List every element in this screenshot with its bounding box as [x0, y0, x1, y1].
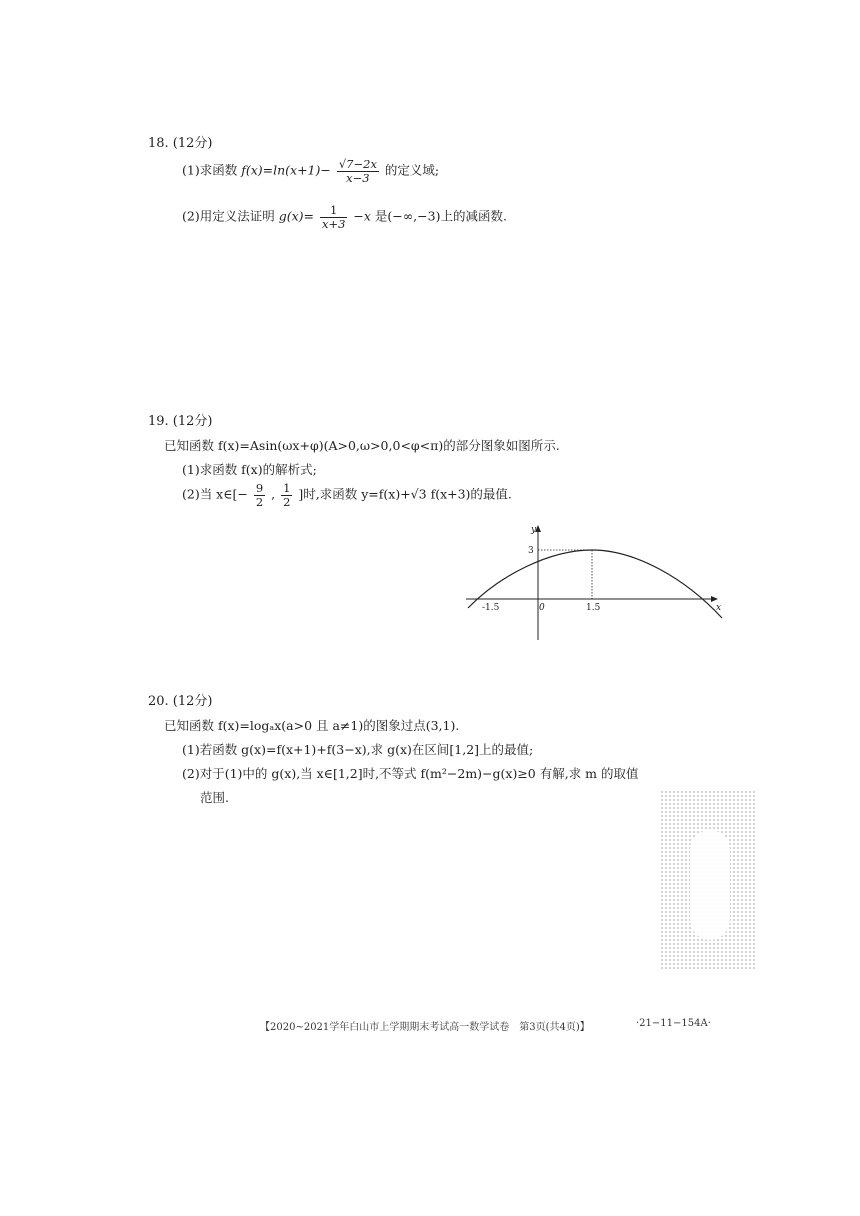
q19-part2-num2: 1 [283, 481, 291, 495]
q18-heading: 18. (12分) [148, 136, 213, 151]
q18-part2-minus-x: −x [353, 208, 371, 224]
q18-part1-lead: (1)求函数 [182, 162, 238, 178]
q18-part1 [182, 158, 439, 184]
q20-intro: 已知函数 f(x)=logₐx(a>0 且 a≠1)的图象过点(3,1). [164, 718, 460, 733]
q19-part2-fraction2 [281, 482, 292, 508]
q18-part2-tail: 是(−∞,−3)上的减函数. [374, 208, 507, 224]
q19-part2-fraction1 [254, 482, 265, 508]
q19-part2-den1: 2 [255, 494, 264, 509]
q18-part1-fraction [337, 158, 379, 184]
q19-part2-den2: 2 [283, 494, 291, 509]
q19-part2-tail: ]时,求函数 y=f(x)+√3 f(x+3)的最值. [298, 486, 512, 502]
q20-part2-continued: 范围. [200, 790, 229, 805]
q18-part1-numerator: √7−2x [338, 157, 377, 171]
q18-part2-fraction [320, 204, 347, 230]
q20-part1: (1)若函数 g(x)=f(x+1)+f(3−x),求 g(x)在区间[1,2]上的最值; [182, 742, 534, 757]
q19-part2-num1: 9 [255, 481, 264, 495]
footer-exam-info: 【2020~2021学年白山市上学期期末考试高一数学试卷 第3页(共4页)】 [260, 1022, 590, 1033]
q18-part2-lead: (2)用定义法证明 [182, 208, 275, 224]
q19-part1: (1)求函数 f(x)的解析式; [182, 462, 317, 477]
q19-part2 [182, 482, 512, 508]
x-axis-label: x [716, 603, 722, 613]
q19-intro: 已知函数 f(x)=Asin(ωx+φ)(A>0,ω>0,0<φ<π)的部分图象如图所示. [164, 438, 560, 453]
q18-part1-tail: 的定义域; [384, 162, 440, 178]
q19-heading: 19. (12分) [148, 414, 213, 429]
q18-part2-denominator: x+3 [321, 216, 346, 231]
q20-part2: (2)对于(1)中的 g(x),当 x∈[1,2]时,不等式 f(m²−2m)−g(x)≥0 有解,求 m 的取值 [182, 766, 639, 781]
q18-part2-func: g(x)= [278, 208, 314, 224]
footer-code: ·21−11−154A· [636, 1018, 711, 1029]
tick-x-1-5: 1.5 [586, 603, 601, 613]
q19-sine-graph [460, 520, 730, 645]
q18-part2-numerator: 1 [320, 204, 347, 218]
q20-heading: 20. (12分) [148, 694, 213, 709]
tick-origin: 0 [539, 603, 545, 613]
q19-part2-comma: , [271, 486, 276, 502]
q19-part2-lead: (2)当 x∈[− [182, 486, 248, 502]
x-axis-arrow-icon [711, 596, 718, 602]
y-axis-label: y [531, 525, 537, 535]
q18-part1-func: f(x)=ln(x+1)− [241, 162, 331, 178]
q18-part1-denominator: x−3 [346, 170, 370, 185]
tick-y-3: 3 [528, 546, 534, 556]
watermark-mask [690, 830, 730, 940]
q18-part2 [182, 204, 507, 230]
tick-x-minus-1-5: -1.5 [482, 603, 500, 613]
